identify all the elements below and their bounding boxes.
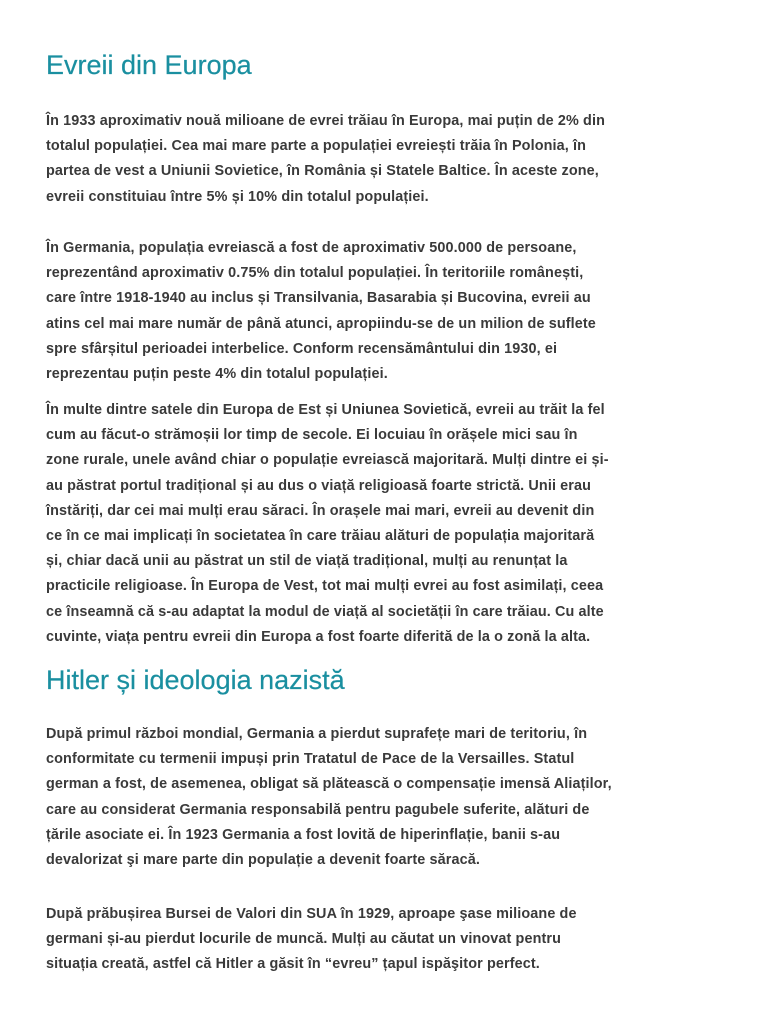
text-line: În 1933 aproximativ nouă milioane de evrei trăiau în Europa, mai puțin de 2% din <box>46 113 605 129</box>
text-line: atins cel mai mare număr de până atunci, apropiindu-se de un milion de suflete <box>46 315 596 332</box>
text-line: totalul populației. Cea mai mare parte a populației evreiești trăia în Polonia, în <box>46 138 587 155</box>
text-line: care între 1918-1940 au inclus și Transilvania, Basarabia și Bucovina, evreii au <box>46 290 591 307</box>
paragraph <box>46 236 596 387</box>
text-line: ce în ce mai implicați în societatea în care trăiau alături de populația majoritară <box>46 528 595 545</box>
text-line: devalorizat şi mare parte din populație a devenit foarte săracă. <box>46 852 480 869</box>
text-line: înstăriți, dar cei mai mulți erau săraci. În orașele mai mari, evreii au devenit din <box>46 502 595 519</box>
text-line: partea de vest a Uniunii Sovietice, în România și Statele Baltice. În aceste zone, <box>46 163 599 180</box>
text-line: După prăbușirea Bursei de Valori din SUA în 1929, aproape şase milioane de <box>46 906 577 922</box>
text-line: În Germania, populația evreiască a fost de aproximativ 500.000 de persoane, <box>46 240 577 256</box>
text-line: situația creată, astfel că Hitler a găsit în “evreu” țapul ispăşitor perfect. <box>46 956 540 973</box>
text-line: țările asociate ei. În 1923 Germania a fost lovită de hiperinflație, banii s-au <box>46 826 561 843</box>
paragraph <box>46 902 577 978</box>
text-line: spre sfârșitul perioadei interbelice. Conform recensământului din 1930, ei <box>46 340 558 357</box>
text-line: zone rurale, unele având chiar o populație evreiască majoritară. Mulți dintre ei și- <box>46 452 609 469</box>
section-heading-evreii: Evreii din Europa <box>46 50 252 80</box>
text-line: reprezentau puțin peste 4% din totalul populației. <box>46 366 388 383</box>
text-line: germani și-au pierdut locurile de muncă. Mulți au căutat un vinovat pentru <box>46 931 562 948</box>
text-line: conformitate cu termenii impuși prin Tratatul de Pace de la Versailles. Statul <box>46 751 575 768</box>
text-line: ce înseamnă că s-au adaptat la modul de viață al societății în care trăiau. Cu alte <box>46 603 604 620</box>
text-line: cuvinte, viața pentru evreii din Europa a fost foarte diferită de la o zonă la alta. <box>46 628 591 645</box>
paragraph <box>46 109 605 210</box>
section-heading-hitler: Hitler și ideologia nazistă <box>46 665 345 695</box>
text-line: În multe dintre satele din Europa de Est și Uniunea Sovietică, evreii au trăit la fel <box>46 402 605 418</box>
text-line: După primul război mondial, Germania a pierdut suprafețe mari de teritoriu, în <box>46 726 588 742</box>
text-line: cum au făcut-o strămoșii lor timp de secole. Ei locuiau în orășele mici sau în <box>46 427 578 444</box>
text-line: german a fost, de asemenea, obligat să plătească o compensație imensă Aliaților, <box>46 776 612 793</box>
text-line: reprezentând aproximativ 0.75% din totalul populației. În teritoriile românești, <box>46 265 584 282</box>
text-line: care au considerat Germania responsabilă pentru pagubele suferite, alături de <box>46 801 590 818</box>
text-line: evreii constituiau între 5% și 10% din totalul populației. <box>46 188 429 205</box>
paragraph <box>46 398 609 650</box>
text-line: practicile religioase. În Europa de Vest, tot mai mulți evrei au fost asimilați, ceea <box>46 578 604 595</box>
text-line: au păstrat portul tradițional și au dus o viață religioasă foarte strictă. Unii erau <box>46 477 592 494</box>
paragraph <box>46 722 612 873</box>
text-line: și, chiar dacă unii au păstrat un stil de viață tradițional, mulți au renunțat la <box>46 553 568 570</box>
